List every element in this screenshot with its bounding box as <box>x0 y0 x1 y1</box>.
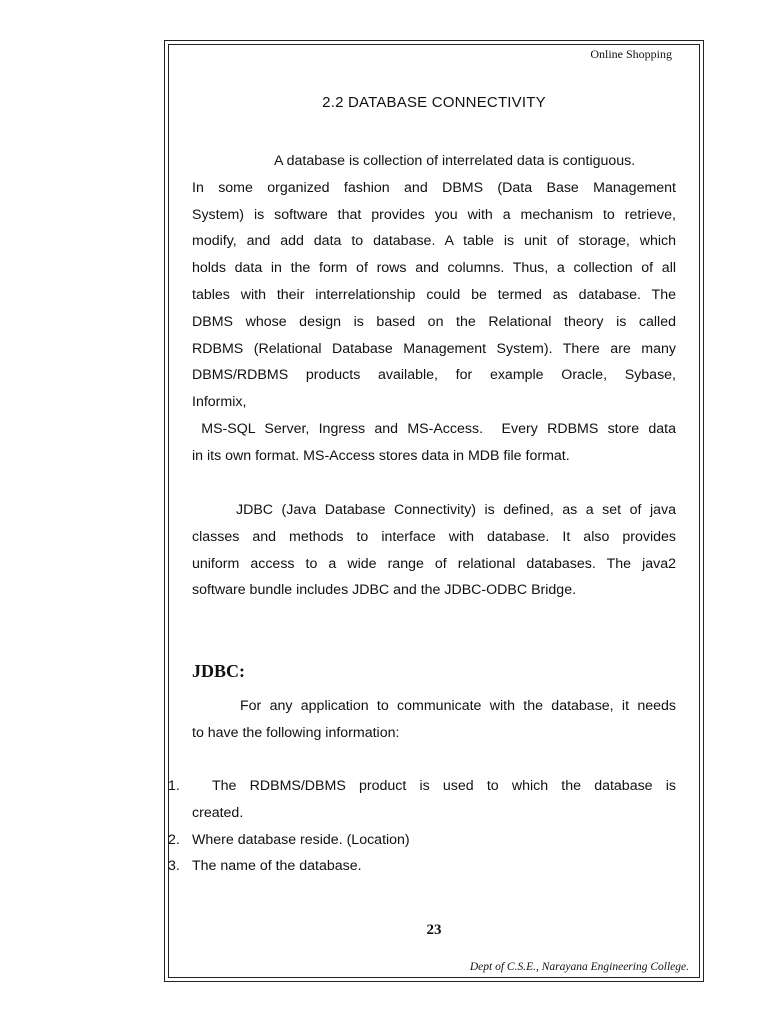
list-item <box>166 827 676 854</box>
list-item <box>166 773 676 827</box>
paragraph-line: Informix, <box>192 394 247 411</box>
paragraph-line: classes and methods to interface with database. It also provides <box>192 528 676 545</box>
paragraph-line: DBMS whose design is based on the Relational theory is called <box>192 313 676 330</box>
running-footer: Dept of C.S.E., Narayana Engineering College. <box>469 961 689 973</box>
paragraph-line: MS-SQL Server, Ingress and MS-Access. Every RDBMS store data <box>192 420 676 437</box>
list-number: 1. <box>168 778 180 794</box>
paragraph-line: For any application to communicate with the database, it needs <box>240 698 676 714</box>
paragraph-line: holds data in the form of rows and columns. Thus, a collection of all <box>192 260 676 277</box>
list-item-line: created. <box>192 804 244 821</box>
paragraph-line: JDBC (Java Database Connectivity) is defined, as a set of java <box>236 502 676 518</box>
list-item-line: The name of the database. <box>192 858 362 875</box>
paragraph-jdbc-definition <box>192 497 676 604</box>
paragraph-line: in its own format. MS-Access stores data in MDB file format. <box>192 447 570 464</box>
page-number: 23 <box>426 922 442 938</box>
paragraph-database-intro <box>192 148 676 470</box>
list-number: 2. <box>168 831 180 848</box>
list-item-line: Where database reside. (Location) <box>192 831 410 848</box>
list-item <box>166 853 676 880</box>
jdbc-heading: JDBC: <box>192 661 245 681</box>
paragraph-line: software bundle includes JDBC and the JDBC-ODBC Bridge. <box>192 582 577 599</box>
paragraph-line: A database is collection of interrelated data is contiguous. <box>274 153 636 169</box>
list-item-line: The RDBMS/DBMS product is used to which the database is <box>212 778 676 794</box>
section-title: 2.2 DATABASE CONNECTIVITY <box>322 94 546 111</box>
paragraph-line: In some organized fashion and DBMS (Data Base Management <box>192 179 676 196</box>
paragraph-line: System) is software that provides you with a mechanism to retrieve, <box>192 206 676 223</box>
paragraph-line: modify, and add data to database. A table is unit of storage, which <box>192 233 676 250</box>
running-header: Online Shopping <box>590 47 672 61</box>
paragraph-line: tables with their interrelationship could be termed as database. The <box>192 286 676 303</box>
paragraph-line: RDBMS (Relational Database Management System). There are many <box>192 340 676 357</box>
paragraph-line: DBMS/RDBMS products available, for example Oracle, Sybase, <box>192 367 676 384</box>
paragraph-line: to have the following information: <box>192 724 400 741</box>
paragraph-jdbc-intro <box>192 693 676 747</box>
requirements-list <box>166 773 676 880</box>
list-number: 3. <box>168 858 180 875</box>
paragraph-line: uniform access to a wide range of relational databases. The java2 <box>192 555 676 572</box>
